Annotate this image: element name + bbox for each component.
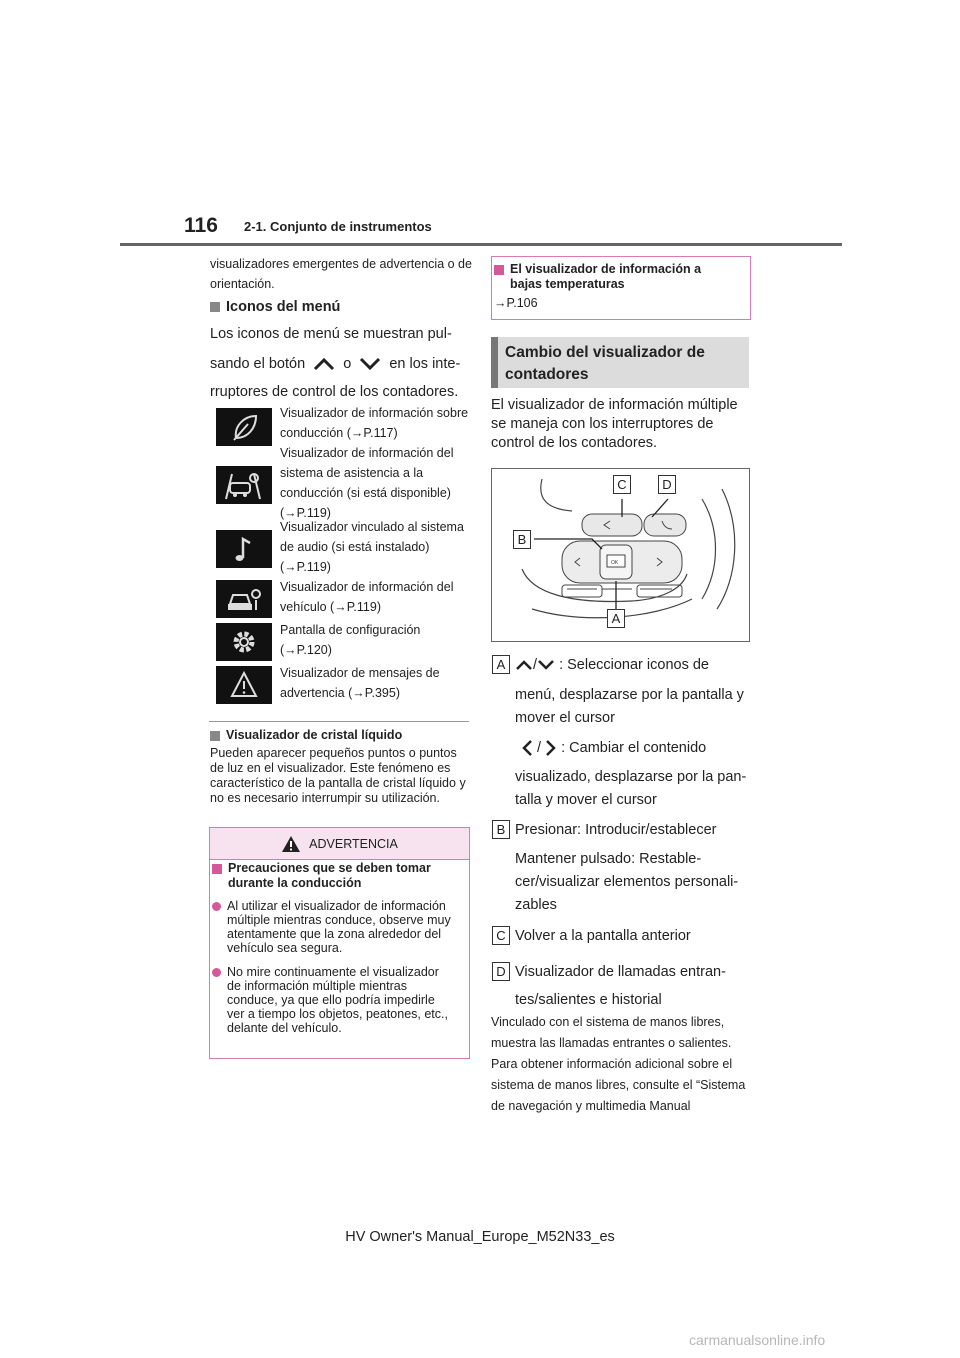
menu-item-text: Visualizador de información del vehículo (→P.119) xyxy=(280,580,454,614)
lowtemp-title: El visualizador de información a bajas temperaturas xyxy=(510,262,702,291)
closing-paragraph: Vinculado con el sistema de manos libres, muestra las llamadas entrantes o salientes. Para obtener información adicional sobre el sistema de manos libres, consulte el “Sistema de navegación y multimedia Manual xyxy=(491,1015,746,1113)
chevron-down-icon xyxy=(537,659,555,671)
car-settings-icon xyxy=(216,580,272,618)
item-b-line-2: Mantener pulsado: Restable- xyxy=(515,851,702,867)
note-divider xyxy=(209,721,469,722)
label-c: C xyxy=(492,926,510,945)
item-c-line-1: Volver a la pantalla anterior xyxy=(515,928,691,944)
lowtemp-box xyxy=(491,256,751,320)
warning-box xyxy=(209,827,470,1059)
header-rule xyxy=(120,243,842,246)
item-a-sub-line-1: / : Cambiar el contenido xyxy=(521,736,706,761)
item-a-sub-line-2: visualizado, desplazarse por la pan- xyxy=(515,769,747,785)
item-a-sub-line-3: talla y mover el cursor xyxy=(515,792,657,808)
menu-item-text: Visualizador vinculado al sistema de audio (si está instalado) (→P.119) xyxy=(280,520,464,574)
menu-heading: Iconos del menú xyxy=(210,299,340,315)
item-a-line-1: / : Seleccionar iconos de xyxy=(515,653,709,678)
chevron-up-icon xyxy=(313,357,335,371)
bullet-dot-icon xyxy=(212,968,221,977)
menu-item-text: Visualizador de mensajes de advertencia (→P.395) xyxy=(280,666,440,700)
gear-icon xyxy=(216,623,272,661)
callout-label-b: B xyxy=(513,530,531,549)
callout-label-d: D xyxy=(658,475,676,494)
item-b-line-3: cer/visualizar elementos personali- xyxy=(515,874,739,890)
driver-assist-icon xyxy=(216,466,272,504)
chevron-left-icon xyxy=(521,739,533,757)
item-d-line-1: Visualizador de llamadas entran- xyxy=(515,964,726,980)
square-bullet-icon xyxy=(210,731,220,741)
leaf-icon xyxy=(216,408,272,446)
square-bullet-icon xyxy=(212,864,222,874)
item-b-line-1: Presionar: Introducir/establecer xyxy=(515,822,717,838)
item-d-line-2: tes/salientes e historial xyxy=(515,992,662,1008)
warning-bullet: Al utilizar el visualizador de información múltiple mientras conduce, observe muy atentamente que la zona alrededor del vehículo sea segura. xyxy=(227,899,451,955)
page-footer: HV Owner's Manual_Europe_M52N33_es xyxy=(345,1229,615,1245)
menu-para-line-1: Los iconos de menú se muestran pul- xyxy=(210,326,452,342)
chevron-up-icon xyxy=(515,659,533,671)
section-title: 2-1. Conjunto de instrumentos xyxy=(244,219,432,234)
chevron-right-icon xyxy=(545,739,557,757)
callout-label-a: A xyxy=(607,609,625,628)
svg-text:OK: OK xyxy=(611,560,619,566)
intro-text: visualizadores emergentes de advertencia o de orientación. xyxy=(210,257,472,291)
label-a: A xyxy=(492,655,510,674)
item-a-line-3: mover el cursor xyxy=(515,710,615,726)
note-title: Visualizador de cristal líquido xyxy=(210,728,402,742)
menu-item-text: Visualizador de información del sistema de asistencia a la conducción (si está disponible) (→P.119) xyxy=(280,446,454,520)
note-body: Pueden aparecer pequeños puntos o puntos de luz en el visualizador. Este fenómeno es característico de la pantalla de cristal líquido y no es necesario interrumpir su utilización. xyxy=(210,746,466,805)
menu-item-text: Pantalla de configuración (→P.120) xyxy=(280,623,421,657)
section-heading: Cambio del visualizador de contadores xyxy=(505,344,705,383)
square-bullet-icon xyxy=(210,302,220,312)
square-bullet-icon xyxy=(494,265,504,275)
item-b-line-4: zables xyxy=(515,897,557,913)
item-a-line-2: menú, desplazarse por la pantalla y xyxy=(515,687,744,703)
menu-item-text: Visualizador de información sobre conducción (→P.117) xyxy=(280,406,469,440)
chevron-down-icon xyxy=(359,357,381,371)
warning-triangle-icon xyxy=(216,666,272,704)
section-heading-box xyxy=(491,337,749,388)
label-b: B xyxy=(492,820,510,839)
warning-triangle-icon xyxy=(281,835,301,853)
watermark: carmanualsonline.info xyxy=(689,1332,826,1348)
warning-subheading: Precauciones que se deben tomar durante la conducción xyxy=(228,861,431,890)
label-d: D xyxy=(492,962,510,981)
callout-label-c: C xyxy=(613,475,631,494)
page-number: 116 xyxy=(184,214,218,237)
bullet-dot-icon xyxy=(212,902,221,911)
lowtemp-ref: →P.106 xyxy=(494,296,538,310)
intro-paragraph: El visualizador de información múltiple se maneja con los interruptores de control de los contadores. xyxy=(491,397,738,451)
menu-para-line-2: sando el botón o en los inte- xyxy=(210,356,461,372)
steering-switch-illustration xyxy=(491,468,750,642)
warning-header: ADVERTENCIA xyxy=(210,828,469,860)
menu-para-line-3: rruptores de control de los contadores. xyxy=(210,384,459,400)
warning-bullet: No mire continuamente el visualizador de información múltiple mientras conduce, ya que ello podría impedirle ver a tiempo los objetos, peatones, etc., delante del vehículo. xyxy=(227,965,448,1035)
music-note-icon xyxy=(216,530,272,568)
